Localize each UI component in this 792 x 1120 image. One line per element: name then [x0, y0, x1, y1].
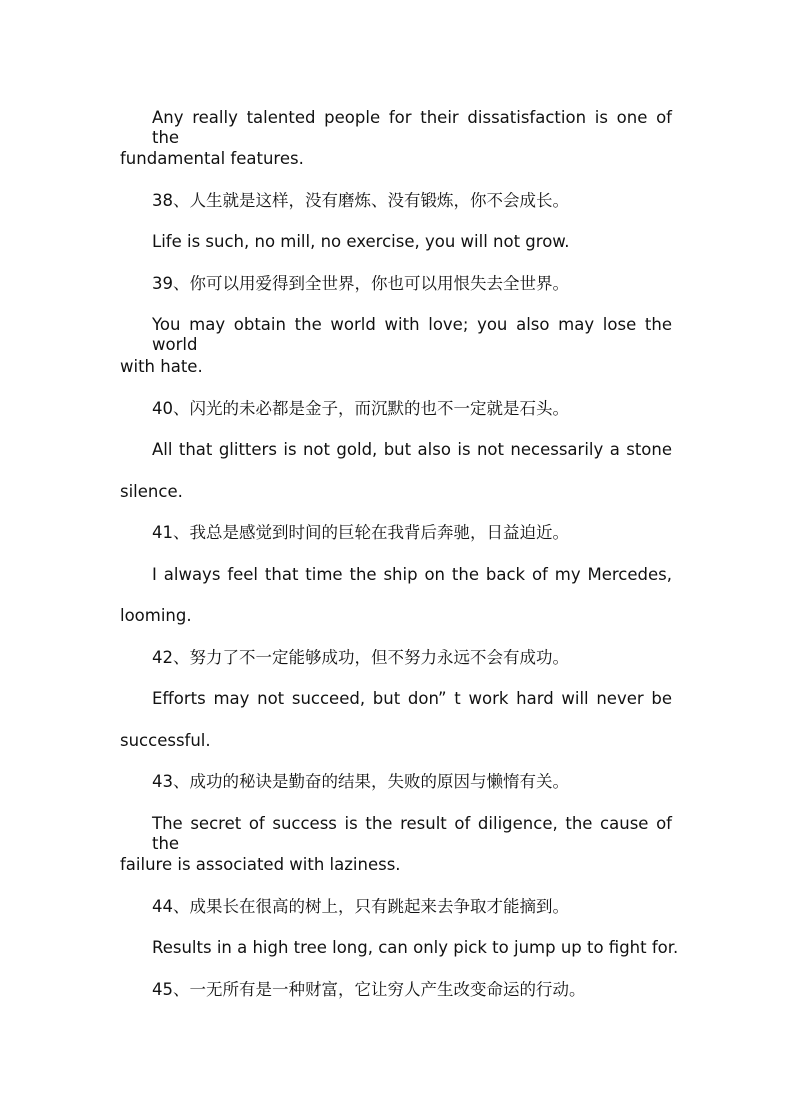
- text-line: Any really talented people for their dissatisfaction is one of the: [152, 108, 672, 147]
- quote-number-43: 43、成功的秘诀是勤奋的结果，失败的原因与懒惰有关。: [152, 772, 569, 791]
- quote-number-38: 38、人生就是这样，没有磨炼、没有锻炼，你不会成长。: [152, 191, 569, 210]
- quote-number-41: 41、我总是感觉到时间的巨轮在我背后奔驰，日益迫近。: [152, 523, 569, 542]
- text-line: silence.: [120, 482, 183, 501]
- text-line: fundamental features.: [120, 149, 304, 168]
- quote-number-45: 45、一无所有是一种财富，它让穷人产生改变命运的行动。: [152, 980, 586, 999]
- quote-number-40: 40、闪光的未必都是金子，而沉默的也不一定就是石头。: [152, 399, 569, 418]
- text-line: You may obtain the world with love; you also may lose the world: [152, 315, 672, 354]
- text-line: I always feel that time the ship on the back of my Mercedes,: [152, 565, 672, 584]
- text-line: looming.: [120, 606, 192, 625]
- quote-number-44: 44、成果长在很高的树上，只有跳起来去争取才能摘到。: [152, 897, 569, 916]
- text-line: failure is associated with laziness.: [120, 855, 401, 874]
- quote-number-42: 42、努力了不一定能够成功，但不努力永远不会有成功。: [152, 648, 569, 667]
- text-line: The secret of success is the result of diligence, the cause of the: [152, 814, 672, 853]
- text-line: with hate.: [120, 357, 203, 376]
- text-line: Efforts may not succeed, but don” t work hard will never be: [152, 689, 672, 708]
- quote-number-39: 39、你可以用爱得到全世界，你也可以用恨失去全世界。: [152, 274, 569, 293]
- text-line: successful.: [120, 731, 211, 750]
- text-line: All that glitters is not gold, but also is not necessarily a stone: [152, 440, 672, 459]
- text-line: Results in a high tree long, can only pick to jump up to fight for.: [152, 938, 679, 957]
- text-line: Life is such, no mill, no exercise, you will not grow.: [152, 232, 570, 251]
